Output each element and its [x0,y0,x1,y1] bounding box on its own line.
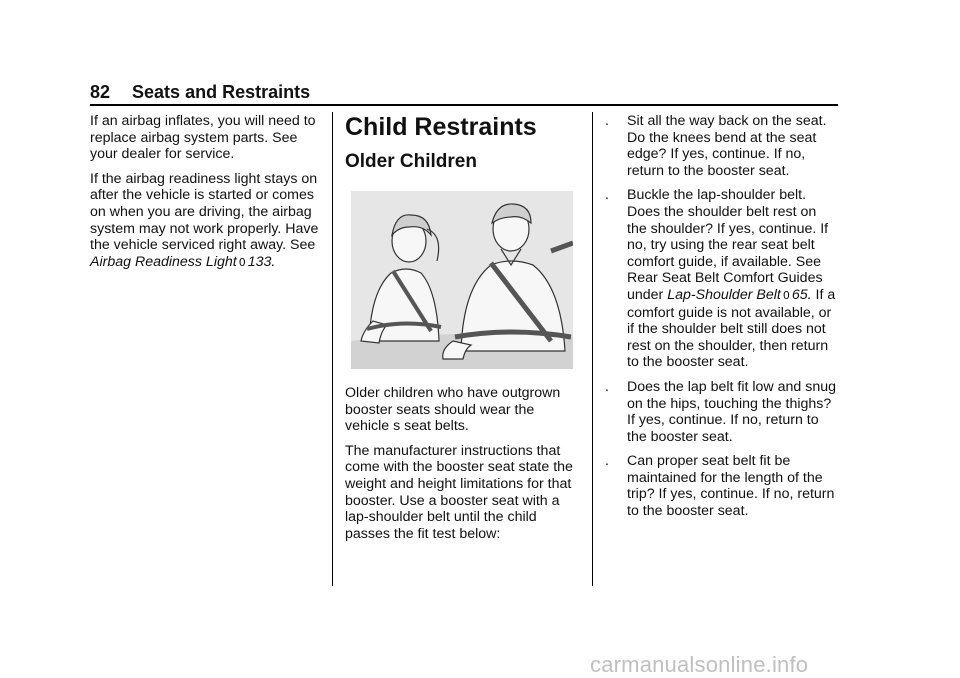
lap-shoulder-belt-page[interactable]: 65. [791,286,812,303]
children-seatbelt-illustration [351,191,573,369]
booster-instructions-paragraph: The manufacturer instructions that come with the booster seat state the weight and height limitations for that booster. Use a booster seat with a lap-shoulder belt until the child passes the fit test below: [345,442,573,542]
column-2 [345,113,580,550]
fit-test-item [605,379,837,445]
bullet-marker: . [605,378,609,395]
watermark: carmanualsonline.info [590,652,809,677]
airbag-replace-paragraph: If an airbag inflates, you will need to replace airbag system parts. See your dealer for service. [90,113,316,163]
bullet-marker: . [605,113,609,129]
lap-shoulder-belt-link[interactable]: Lap-Shoulder Belt [667,286,781,303]
page-header [90,82,838,103]
fit-test-item [605,187,837,371]
column-1 [90,113,322,279]
fit-test-text: Does the lap belt fit low and snug on the hips, touching the thighs? If yes, continue. If no, return to the booster seat. [627,378,837,445]
fit-test-text: Can proper seat belt fit be maintained for the length of the trip? If yes, continue. If no, return to the booster seat. [627,453,835,520]
fit-test-item [605,453,837,519]
fit-test-text: Sit all the way back on the seat. Do the knees bend at the seat edge? If yes, continue. If no, return to the booster seat. [627,113,827,179]
header-rule [90,104,838,106]
fit-test-item [605,113,837,179]
airbag-readiness-link[interactable]: Airbag Readiness Light [90,253,237,270]
fit-test-text: If a comfort guide is not available, or if the shoulder belt still does not rest on the shoulder, then return to the booster seat. [627,286,836,371]
fit-test-text: Buckle the lap-shoulder belt. Does the shoulder belt rest on the shoulder? If yes, continue. If no, try using the rear seat belt comfort guide, if available. See [627,187,829,270]
section-title: Seats and Restraints [132,82,311,102]
page-ref-icon: 0 [782,288,790,302]
fit-test-text: Rear Seat Belt Comfort Guides under [627,270,823,303]
airbag-light-paragraph [90,171,322,272]
heading-child-restraints: Child Restraints [345,113,537,141]
bullet-marker: . [605,453,609,470]
airbag-readiness-page[interactable]: 133. [247,253,276,270]
column-3 [605,113,837,528]
airbag-light-text: If the airbag readiness light stays on after the vehicle is started or comes on when you are driving, the airbag system may not work properly. Have the vehicle serviced right away. See [90,170,319,254]
bullet-marker: . [605,187,609,204]
older-children-paragraph: Older children who have outgrown booster seats should wear the vehicle s seat belts. [345,385,561,435]
heading-older-children: Older Children [345,151,477,172]
page-number: 82 [90,82,111,102]
page-ref-icon: 0 [238,255,246,269]
column-divider-1 [332,112,333,586]
column-divider-2 [592,112,593,586]
